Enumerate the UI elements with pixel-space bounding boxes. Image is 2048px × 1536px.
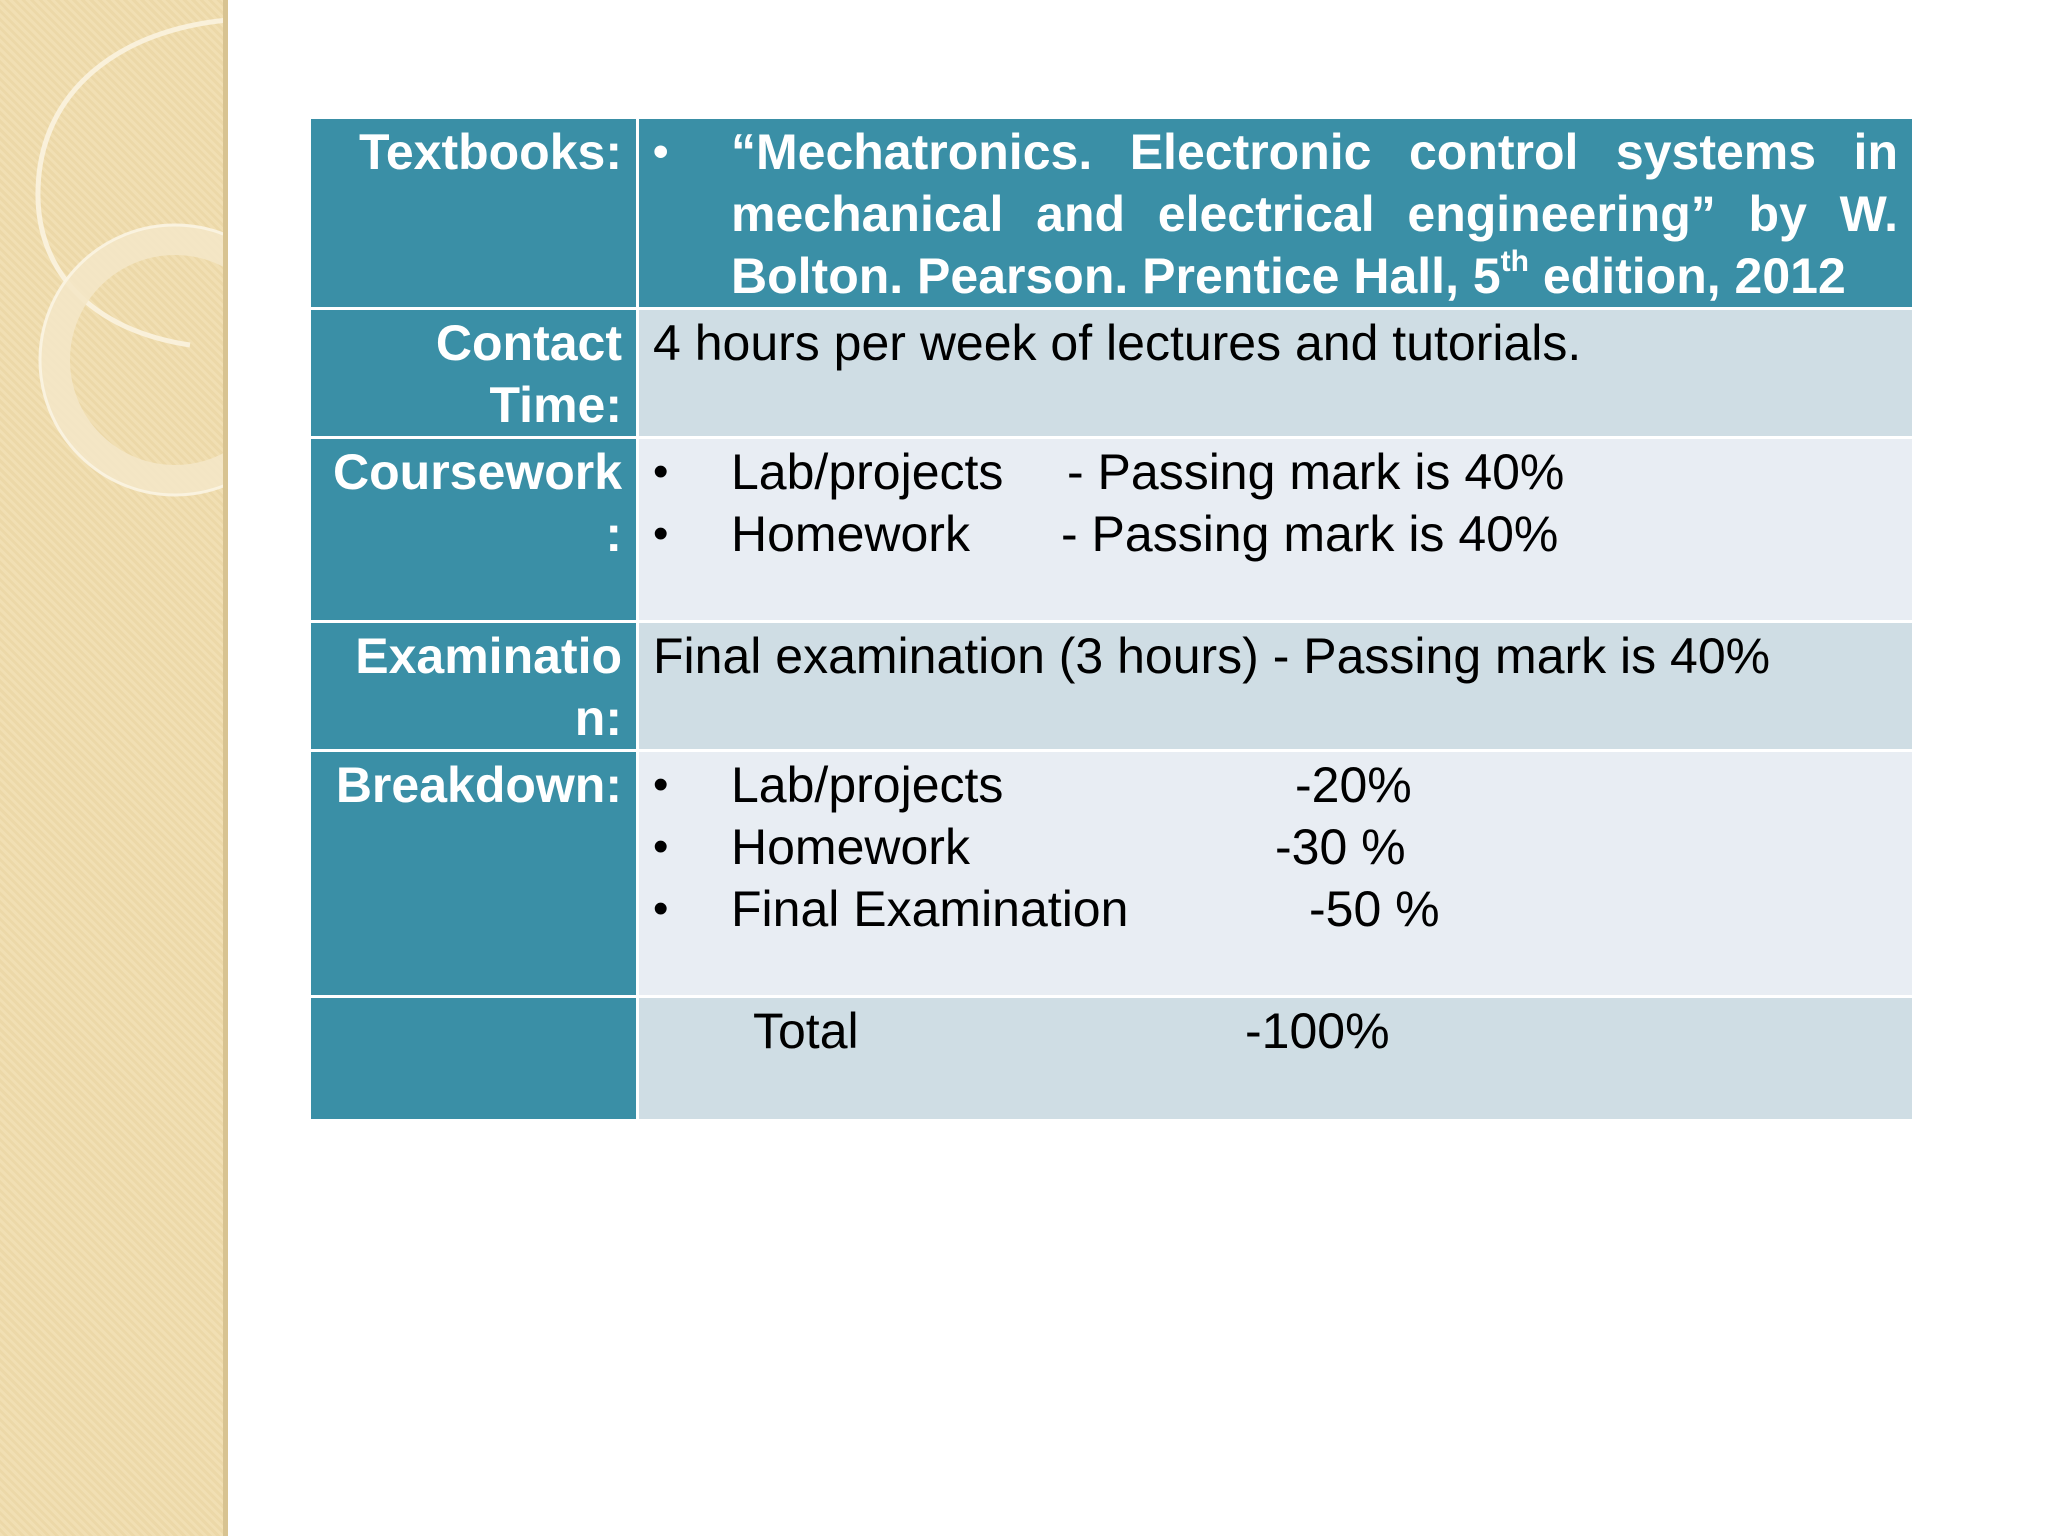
total-amount: -100% [1245, 1003, 1390, 1059]
decorative-rings [0, 0, 228, 520]
contact-time-row [310, 309, 1914, 438]
breakdown-item-name: Final Examination [731, 881, 1129, 937]
bullet-icon: • [653, 760, 669, 809]
total-name: Total [753, 1003, 859, 1059]
coursework-item-value: - Passing mark is 40% [1067, 444, 1565, 500]
textbooks-label: Textbooks: [310, 118, 638, 309]
examination-value: Final examination (3 hours) - Passing mark is 40% [638, 622, 1914, 751]
total-value [638, 997, 1914, 1121]
coursework-label: Coursework : [310, 438, 638, 622]
course-info-table [308, 116, 1915, 1122]
textbook-edition-superscript: th [1500, 245, 1529, 278]
textbook-citation [731, 121, 1898, 307]
bullet-icon: • [653, 127, 669, 176]
contact-time-value: 4 hours per week of lectures and tutorials. [638, 309, 1914, 438]
breakdown-item-value: -20% [1295, 757, 1412, 813]
coursework-item-value: - Passing mark is 40% [1061, 506, 1559, 562]
breakdown-label: Breakdown: [310, 751, 638, 997]
textbook-citation-main: “Mechatronics. Electronic control systems in mechanical and electrical engineering” by W. Bolton. Pearson. Prentice Hall, 5 [731, 124, 1898, 304]
total-row [310, 997, 1914, 1121]
textbooks-value [638, 118, 1914, 309]
textbook-citation-tail: edition, 2012 [1528, 248, 1846, 304]
breakdown-item-name: Lab/projects [731, 757, 1004, 813]
bullet-icon: • [653, 509, 669, 558]
bullet-icon: • [653, 822, 669, 871]
coursework-item-name: Lab/projects [731, 444, 1004, 500]
bullet-icon: • [653, 447, 669, 496]
list-item [653, 754, 1898, 816]
breakdown-row [310, 751, 1914, 997]
bullet-icon: • [653, 884, 669, 933]
breakdown-item-value: -50 % [1309, 881, 1440, 937]
list-item [653, 441, 1898, 503]
coursework-item-name: Homework [731, 506, 970, 562]
list-item [653, 503, 1898, 565]
total-label-empty [310, 997, 638, 1121]
breakdown-value [638, 751, 1914, 997]
textbooks-row [310, 118, 1914, 309]
contact-time-label: Contact Time: [310, 309, 638, 438]
textbook-list-item [653, 121, 1898, 307]
list-item [653, 878, 1898, 940]
decorative-ring [55, 240, 228, 480]
list-item [653, 816, 1898, 878]
coursework-row [310, 438, 1914, 622]
breakdown-item-value: -30 % [1275, 819, 1406, 875]
decorative-side-panel [0, 0, 228, 1536]
coursework-value [638, 438, 1914, 622]
breakdown-item-name: Homework [731, 819, 970, 875]
examination-label: Examinatio n: [310, 622, 638, 751]
examination-row [310, 622, 1914, 751]
